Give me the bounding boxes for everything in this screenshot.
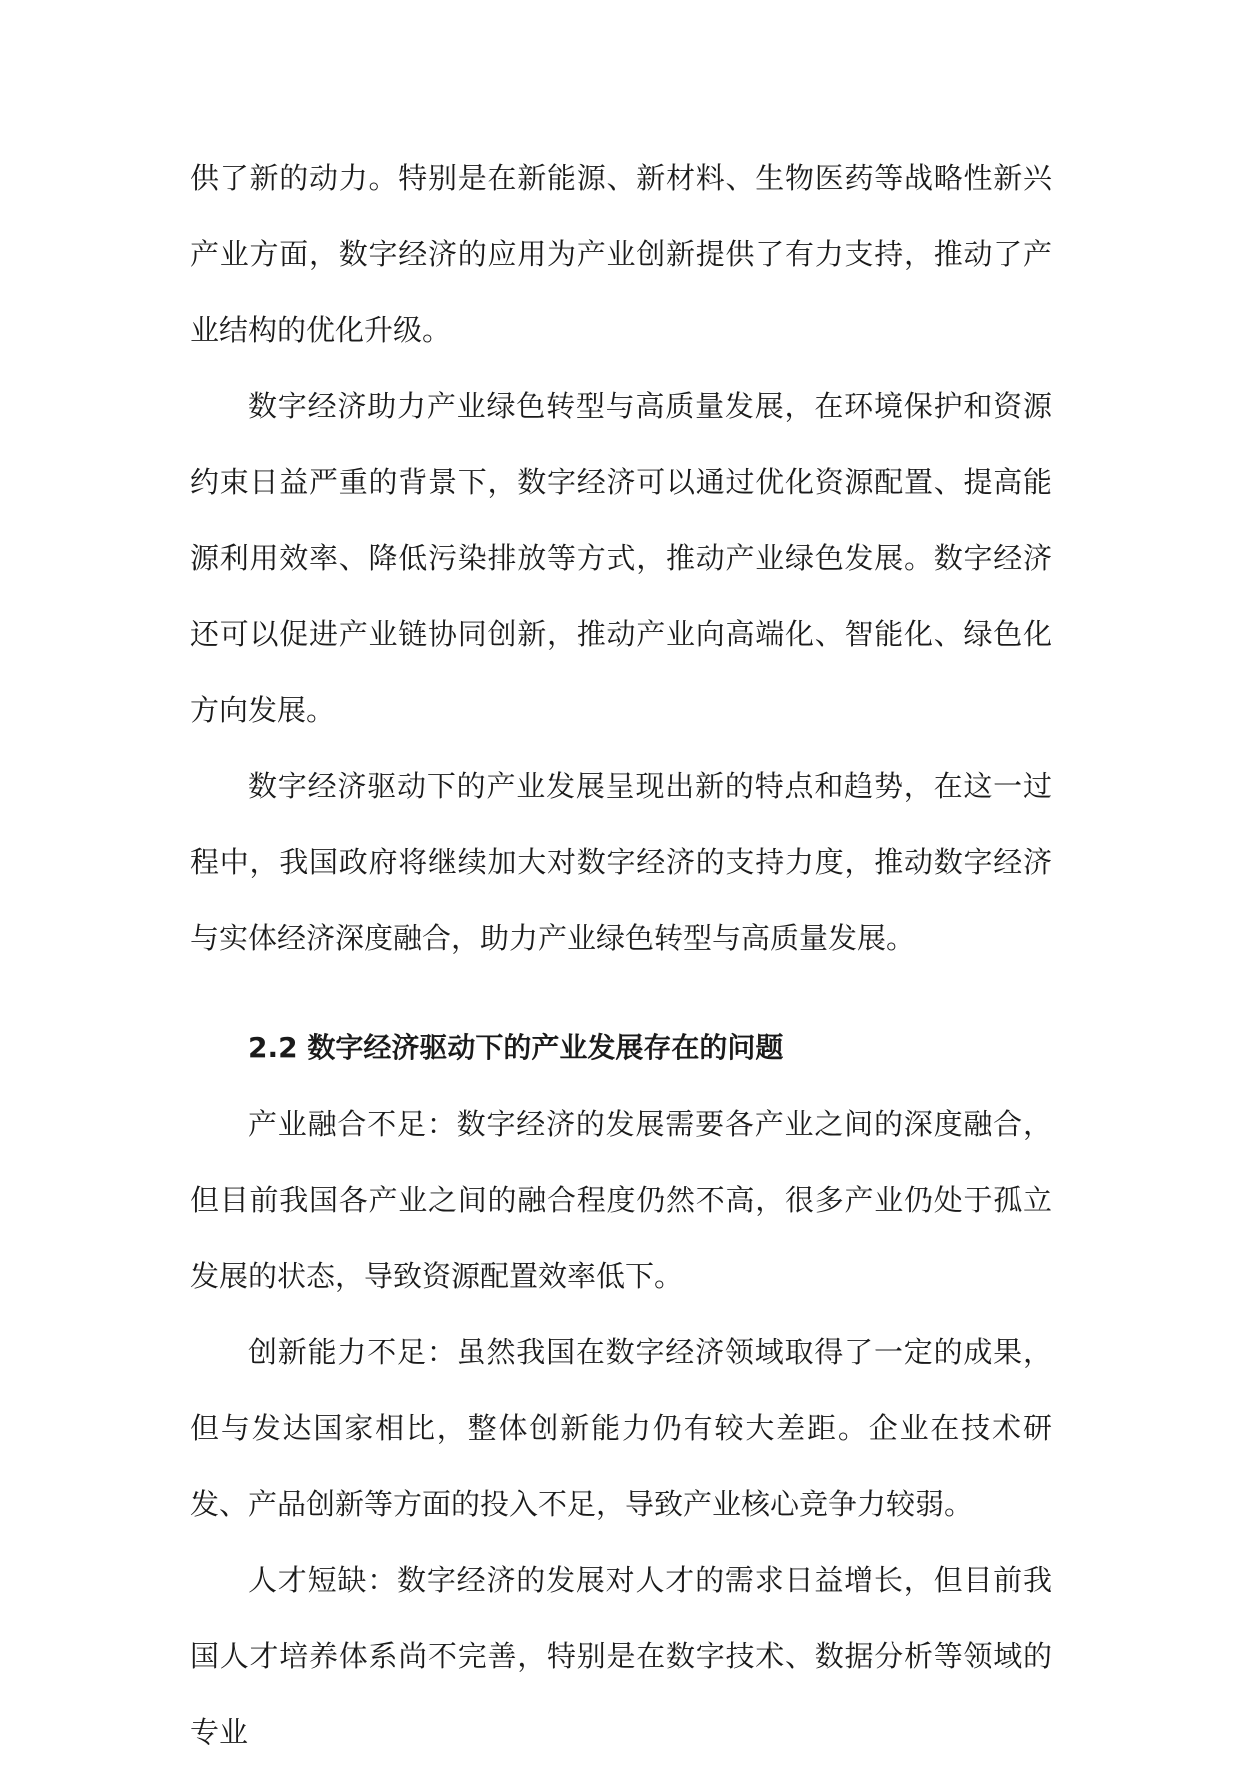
paragraph-trends: 数字经济驱动下的产业发展呈现出新的特点和趋势，在这一过程中，我国政府将继续加大对数字经济的支持力度，推动数字经济与实体经济深度融合，助力产业绿色转型与高质量发展。 bbox=[190, 769, 1052, 955]
paragraph-talent-shortage: 人才短缺：数字经济的发展对人才的需求日益增长，但目前我国人才培养体系尚不完善，特别是在数字技术、数据分析等领域的专业 bbox=[190, 1563, 1052, 1749]
paragraph-industry-integration: 产业融合不足：数字经济的发展需要各产业之间的深度融合，但目前我国各产业之间的融合程度仍然不高，很多产业仍处于孤立发展的状态，导致资源配置效率低下。 bbox=[190, 1107, 1052, 1293]
paragraph-green-transformation: 数字经济助力产业绿色转型与高质量发展，在环境保护和资源约束日益严重的背景下，数字经济可以通过优化资源配置、提高能源利用效率、降低污染排放等方式，推动产业绿色发展。数字经济还可以促进产业链协同创新，推动产业向高端化、智能化、绿色化方向发展。 bbox=[190, 389, 1052, 727]
document-body bbox=[190, 140, 1052, 1770]
paragraph-continued: 供了新的动力。特别是在新能源、新材料、生物医药等战略性新兴产业方面，数字经济的应用为产业创新提供了有力支持，推动了产业结构的优化升级。 bbox=[190, 161, 1052, 347]
paragraph-innovation-capacity: 创新能力不足：虽然我国在数字经济领域取得了一定的成果，但与发达国家相比，整体创新能力仍有较大差距。企业在技术研发、产品创新等方面的投入不足，导致产业核心竞争力较弱。 bbox=[190, 1335, 1052, 1521]
section-heading: 2.2 数字经济驱动下的产业发展存在的问题 bbox=[248, 1031, 784, 1064]
